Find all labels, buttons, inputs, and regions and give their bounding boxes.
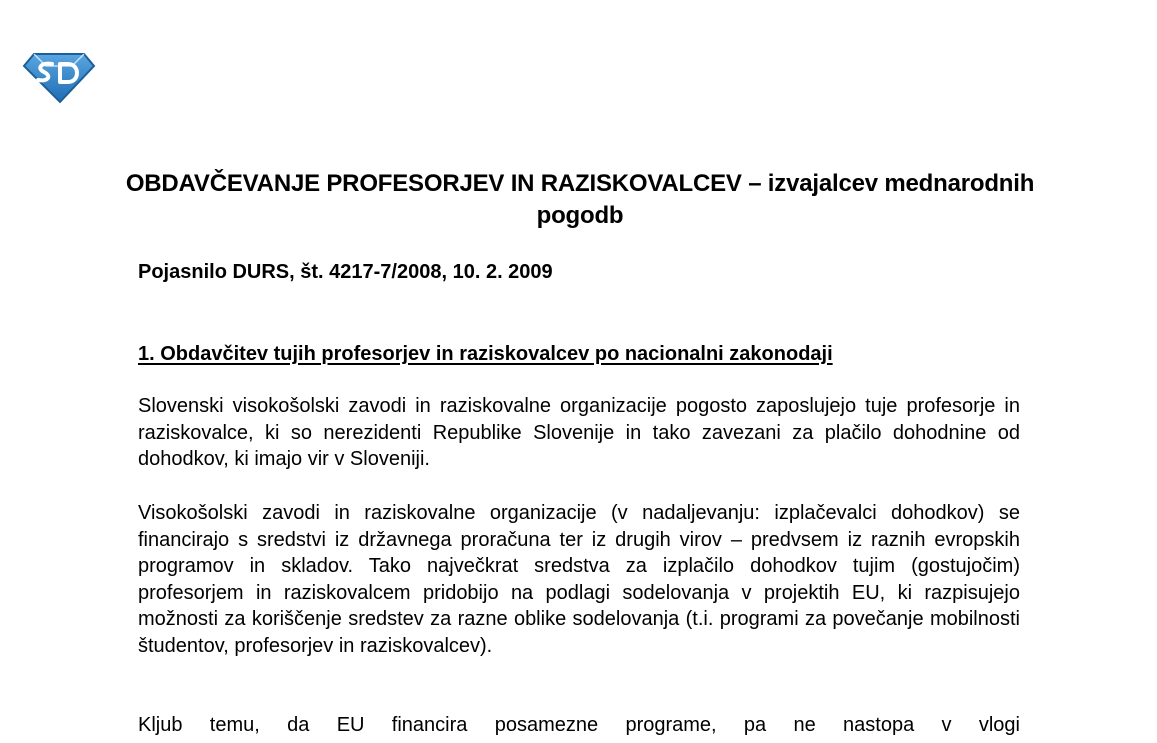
paragraph-3: Kljub temu, da EU financira posamezne programe, pa ne nastopa v vlogi (138, 714, 1020, 736)
sd-logo-icon (22, 50, 96, 104)
paragraph-2: Visokošolski zavodi in raziskovalne organizacije (v nadaljevanju: izplačevalci dohodkov) se financirajo s sredstvi iz državnega proračuna ter iz drugih virov – predvsem iz raznih evropskih programov in skladov. Tako največkrat sredstva za izplačilo dohodkov tujim (gostujočim) profesorjem in raziskovalcem pridobijo na podlagi sodelovanja v projektih EU, ki razpisujejo možnosti za koriščenje sredstev za razne oblike sodelovanja (t.i. programi za povečanje mobilnosti študentov, profesorjev in raziskovalcev). (138, 502, 1020, 657)
document-title: OBDAVČEVANJE PROFESORJEV IN RAZISKOVALCEV – izvajalcev mednarodnih pogodb (125, 170, 1035, 229)
document-subtitle: Pojasnilo DURS, št. 4217-7/2008, 10. 2. 2009 (138, 261, 553, 283)
section-heading: 1. Obdavčitev tujih profesorjev in raziskovalcev po nacionalni zakonodaji (138, 343, 833, 365)
paragraph-1: Slovenski visokošolski zavodi in raziskovalne organizacije pogosto zaposlujejo tuje profesorje in raziskovalce, ki so nerezidenti Republike Slovenije in tako zavezani za plačilo dohodnine od dohodkov, ki imajo vir v Sloveniji. (138, 395, 1020, 471)
